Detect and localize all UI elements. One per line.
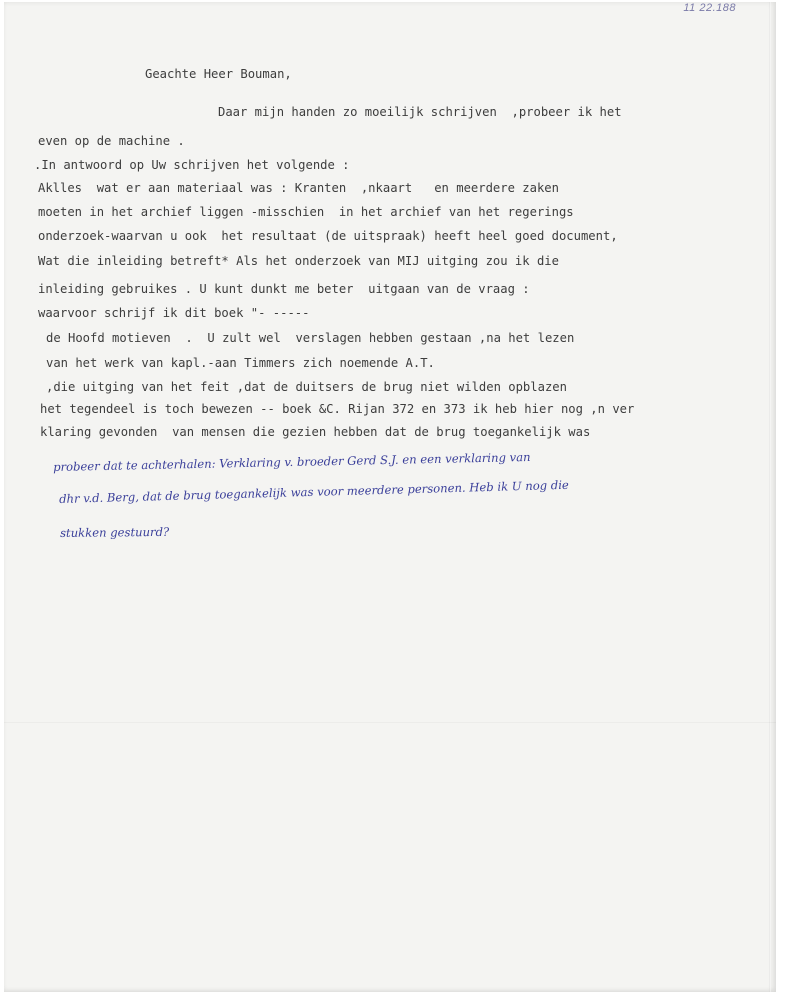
handwritten-note-line: probeer dat te achterhalen: Verklaring v. broeder Gerd S.J. en een verklaring van [52,449,531,474]
typed-line: inleiding gebruikes . U kunt dunkt me beter uitgaan van de vraag : [38,282,530,296]
typed-line: het tegendeel is toch bewezen -- boek &C. Rijan 372 en 373 ik heb hier nog ,n ver [40,402,635,416]
typed-line: klaring gevonden van mensen die gezien hebben dat de brug toegankelijk was [40,425,591,439]
typed-line: waarvoor schrijf ik dit boek "- ----- [38,306,310,320]
typed-line: de Hoofd motieven . U zult wel verslagen hebben gestaan ,na het lezen [46,331,575,345]
typed-line: Wat die inleiding betreft* Als het onderzoek van MIJ uitging zou ik die [38,254,559,268]
typed-line: van het werk van kapl.-aan Timmers zich noemende A.T. [46,356,435,370]
archive-reference-number: 11 22.188 [683,2,736,14]
paper-crease [4,722,776,723]
typed-line: moeten in het archief liggen -misschien in het archief van het regerings [38,205,574,219]
typed-line: onderzoek-waarvan u ook het resultaat (de uitspraak) heeft heel goed document, [38,229,618,243]
typed-line: Daar mijn handen zo moeilijk schrijven ,probeer ik het [218,105,622,119]
handwritten-note-line: dhr v.d. Berg, dat de brug toegankelijk was voor meerdere personen. Heb ik U nog die [58,477,569,506]
handwritten-note-line: stukken gestuurd? [59,524,170,540]
typed-line: even op de machine . [38,134,185,148]
typed-line: Aklles wat er aan materiaal was : Kranten ,nkaart en meerdere zaken [38,181,559,195]
typed-line: ,die uitging van het feit ,dat de duitsers de brug niet wilden opblazen [46,380,567,394]
typed-line: .In antwoord op Uw schrijven het volgende : [34,158,350,172]
paper-fold [769,2,771,992]
salutation: Geachte Heer Bouman, [145,67,292,81]
